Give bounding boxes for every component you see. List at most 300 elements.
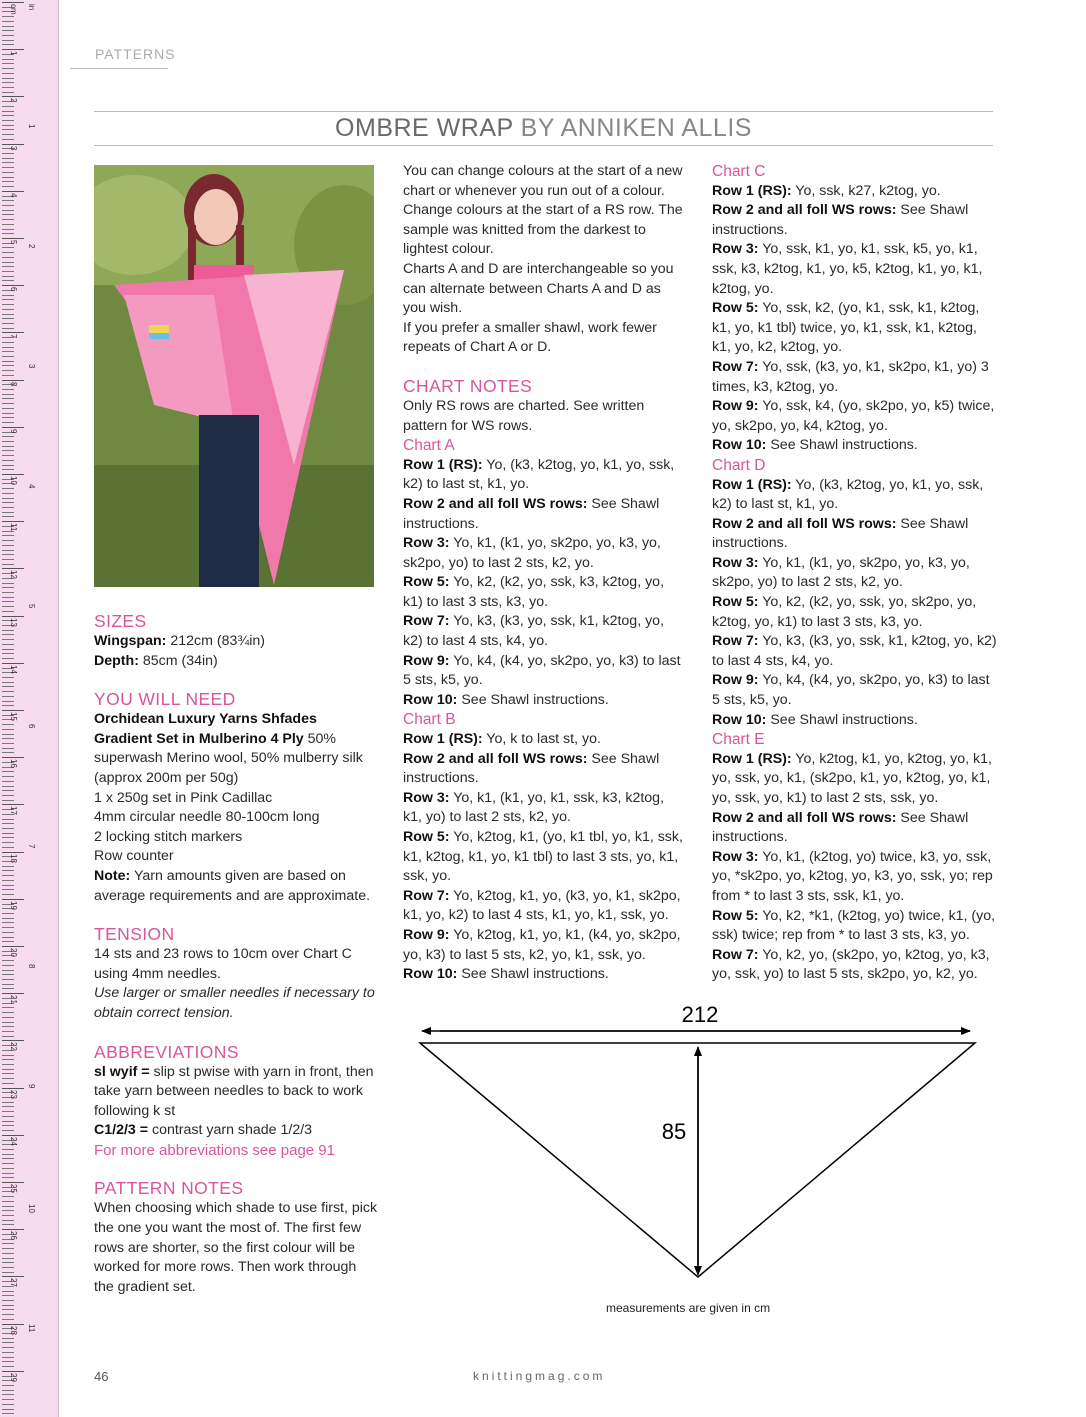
- ruler-in-label: 1: [27, 124, 36, 129]
- ruler-tick: [2, 1158, 14, 1159]
- chart-row: [712, 593, 997, 632]
- ruler-tick: [2, 266, 14, 267]
- ruler-in-label: 3: [27, 364, 36, 369]
- ruler-tick: [2, 351, 14, 352]
- ruler-in-label: 11: [27, 1324, 36, 1333]
- ruler-tick: [2, 460, 14, 461]
- ruler-in-label: 7: [27, 844, 36, 849]
- ruler-tick: [2, 1319, 14, 1320]
- wrap-photo: [94, 165, 374, 587]
- abbrev-def: contrast yarn shade 1/2/3: [148, 1122, 313, 1139]
- chart-c-heading: Chart C: [712, 163, 766, 180]
- row-text: Yo, k3, (k3, yo, ssk, k1, k2tog, yo, k2) to last 4 sts, k4, yo.: [712, 633, 997, 669]
- ruler-in-label: 9: [27, 1084, 36, 1089]
- ruler-tick: [2, 724, 14, 725]
- ruler-tick: [2, 554, 14, 555]
- ruler-tick: [2, 611, 14, 612]
- ruler-tick: [2, 299, 14, 300]
- ruler-tick: [2, 1106, 14, 1107]
- ruler-tick: [2, 1022, 14, 1023]
- row-label: Row 5:: [712, 300, 759, 317]
- tension-heading: TENSION: [94, 924, 175, 945]
- ruler-tick: [2, 960, 14, 961]
- ruler-tick: [2, 125, 14, 126]
- ruler-tick: [2, 1154, 14, 1155]
- row-text: Yo, k1, (k1, yo, k1, ssk, k3, k2tog, k1, yo) to last 2 sts, k2, yo.: [403, 789, 665, 826]
- ruler-tick: [2, 1073, 14, 1074]
- ruler-tick: [2, 262, 14, 263]
- need-item: 1 x 250g set in Pink Cadillac: [94, 789, 273, 806]
- chart-row: [403, 887, 685, 926]
- ruler-tick: [2, 16, 14, 17]
- row-text: Yo, k2, *k1, (k2tog, yo) twice, k1, (yo, ssk) twice; rep from * to last 3 sts, k3, yo.: [712, 907, 996, 944]
- ruler-tick: [2, 913, 14, 914]
- row-text: See Shawl instructions.: [712, 202, 969, 238]
- chart-row: [403, 612, 685, 651]
- ruler-tick: [2, 82, 14, 83]
- ruler-tick: [2, 1121, 14, 1122]
- ruler-tick: [2, 634, 14, 635]
- ruler-tick: [2, 1220, 14, 1221]
- ruler-tick: [2, 1338, 14, 1339]
- chart-e-heading: Chart E: [712, 731, 765, 749]
- ruler-tick: [2, 870, 14, 871]
- ruler-tick: [2, 1064, 14, 1065]
- ruler-tick: [2, 885, 14, 886]
- chart-row: [712, 436, 997, 456]
- chart-b-heading: Chart B: [403, 711, 456, 729]
- row-label: Row 5:: [712, 907, 759, 924]
- photo-illustration: [94, 165, 374, 587]
- ruler-tick: [2, 1111, 14, 1112]
- ruler-tick: [2, 1352, 14, 1353]
- ruler-tick: [2, 1371, 24, 1372]
- ruler-tick: [2, 323, 14, 324]
- row-label: Row 3:: [712, 848, 759, 865]
- page-number: 46: [94, 1369, 109, 1384]
- ruler-tick: [2, 328, 14, 329]
- ruler-tick: [2, 1291, 14, 1292]
- ruler-tick: [2, 1083, 14, 1084]
- ruler-tick: [2, 587, 14, 588]
- chart-row: [403, 495, 685, 534]
- ruler-tick: [2, 1324, 24, 1325]
- ruler-cm-label: 26: [9, 1231, 18, 1241]
- ruler-tick: [2, 823, 14, 824]
- row-text: See Shawl instructions.: [457, 691, 609, 708]
- chart-row: [712, 182, 997, 202]
- ruler-tick: [2, 743, 14, 744]
- ruler-tick: [2, 422, 14, 423]
- ruler-tick: [2, 852, 24, 853]
- chart-row: [403, 926, 685, 965]
- chart-row: [403, 750, 685, 789]
- abbrev-def: slip st pwise with yarn in front, then take yarn between needles to back to work following k st: [94, 1063, 374, 1119]
- ruler-tick: [2, 304, 14, 305]
- ruler-tick: [2, 833, 14, 834]
- ruler-tick: [2, 752, 14, 753]
- ruler-tick: [2, 894, 14, 895]
- ruler-tick: [2, 1168, 14, 1169]
- ruler-cm-label: 6: [9, 287, 18, 292]
- ruler-cm-label: 5: [9, 240, 18, 245]
- row-label: Row 7:: [403, 613, 450, 630]
- ruler-tick: [2, 1262, 14, 1263]
- ruler-tick: [2, 1007, 14, 1008]
- ruler-tick: [2, 1182, 24, 1183]
- ruler-tick: [2, 219, 14, 220]
- ruler: [0, 0, 59, 1417]
- ruler-cm-label: 21: [9, 995, 18, 1005]
- ruler-tick: [2, 875, 14, 876]
- row-label: Row 5:: [712, 594, 759, 611]
- yarn-desc: 50% superwash Merino wool, 50% mulberry silk (approx 200m per 50g): [94, 730, 363, 786]
- more-abbreviations-link[interactable]: For more abbreviations see page 91: [94, 1141, 335, 1159]
- row-label: Row 5:: [403, 574, 450, 591]
- ruler-tick: [2, 540, 14, 541]
- ruler-tick: [2, 1201, 14, 1202]
- row-text: Yo, k1, (k2tog, yo) twice, k3, yo, ssk, yo, *sk2po, yo, k2tog, yo, k3, yo, ssk, yo; rep from * to last 3 sts, ssk, k1, yo.: [712, 848, 993, 904]
- ruler-tick: [2, 474, 24, 475]
- ruler-cm-label: 25: [9, 1184, 18, 1193]
- ruler-tick: [2, 1173, 14, 1174]
- row-text: Yo, ssk, (k3, yo, k1, sk2po, k1, yo) 3 times, k3, k2tog, yo.: [712, 358, 989, 395]
- ruler-cm-label: 14: [9, 664, 18, 674]
- ruler-cm-label: 15: [9, 712, 18, 721]
- ruler-tick: [2, 186, 14, 187]
- row-text: See Shawl instructions.: [766, 711, 918, 728]
- chart-d: [712, 456, 997, 730]
- ruler-tick: [2, 1125, 14, 1126]
- row-text: See Shawl instructions.: [712, 809, 969, 846]
- row-label: Row 9:: [403, 652, 450, 669]
- ruler-cm-label: 7: [9, 334, 18, 339]
- row-text: Yo, k2, yo, (sk2po, yo, k2tog, yo, k3, yo, ssk, yo) to last 5 sts, sk2po, yo, k2, yo.: [712, 946, 990, 983]
- column-middle: [403, 162, 685, 985]
- row-label: Row 10:: [712, 711, 767, 728]
- ruler-tick: [2, 2, 24, 3]
- ruler-tick: [2, 469, 14, 470]
- chart-row: [712, 476, 997, 515]
- row-text: Yo, k3, (k3, yo, ssk, k1, k2tog, yo, k2) to last 4 sts, k4, yo.: [403, 613, 665, 650]
- ruler-tick: [2, 139, 14, 140]
- pattern-notes-heading: PATTERN NOTES: [94, 1178, 244, 1199]
- chart-row: [403, 534, 685, 573]
- chart-row: [712, 809, 997, 848]
- ruler-tick: [2, 1404, 14, 1405]
- ruler-tick: [2, 550, 14, 551]
- chart-row: [403, 652, 685, 691]
- ruler-tick: [2, 545, 14, 546]
- row-text: Yo, k2tog, k1, yo, (k3, yo, k1, sk2po, k1, yo, k2) to last 4 sts, k1, yo, k1, ssk, yo.: [403, 887, 681, 924]
- ruler-tick: [2, 535, 14, 536]
- ruler-tick: [2, 1366, 14, 1367]
- ruler-tick: [2, 1031, 14, 1032]
- ruler-tick: [2, 1163, 14, 1164]
- need-item: 2 locking stitch markers: [94, 828, 243, 845]
- ruler-in-label: 10: [27, 1204, 36, 1213]
- ruler-tick: [2, 233, 14, 234]
- row-label: Row 7:: [403, 887, 450, 904]
- chart-row: [712, 946, 997, 985]
- row-text: Yo, k2tog, k1, (yo, k1 tbl, yo, k1, ssk, k1, k2tog, k1, yo, k1 tbl) to last 3 sts, yo, k1, ssk, yo.: [403, 829, 683, 885]
- ruler-cm-label: 2: [9, 98, 18, 103]
- ruler-tick: [2, 1102, 14, 1103]
- row-text: Yo, k2, (k2, yo, ssk, yo, sk2po, yo, k2tog, yo, k1) to last 3 sts, k3, yo.: [712, 594, 977, 630]
- you-will-need-heading: YOU WILL NEED: [94, 689, 236, 710]
- ruler-cm-label: 10: [9, 476, 18, 485]
- chart-b: [403, 710, 685, 984]
- ruler-tick: [2, 1300, 14, 1301]
- ruler-tick: [2, 158, 14, 159]
- abbrev-contrast: [94, 1121, 379, 1141]
- ruler-cm-label: 19: [9, 900, 18, 910]
- ruler-tick: [2, 427, 24, 428]
- row-label: Row 3:: [712, 554, 759, 571]
- ruler-cm-label: 11: [9, 523, 18, 532]
- ruler-tick: [2, 1357, 14, 1358]
- ruler-tick: [2, 771, 14, 772]
- chart-row: [403, 828, 685, 887]
- title-rule-top: [94, 111, 993, 112]
- website-footer[interactable]: knittingmag.com: [473, 1369, 606, 1383]
- ruler-tick: [2, 129, 14, 130]
- row-text: Yo, k1, (k1, yo, sk2po, yo, k3, yo, sk2po, yo) to last 2 sts, k2, yo.: [712, 554, 970, 591]
- row-text: Yo, k4, (k4, yo, sk2po, yo, k3) to last 5 sts, k5, yo.: [712, 672, 990, 709]
- column-left: [94, 610, 379, 1297]
- ruler-tick: [2, 677, 14, 678]
- chart-row: [712, 299, 997, 358]
- chart-row: [403, 573, 685, 612]
- ruler-tick: [2, 1059, 14, 1060]
- title-author: BY ANNIKEN ALLIS: [520, 114, 752, 142]
- ruler-tick: [2, 1078, 14, 1079]
- ruler-cm-label: 3: [9, 145, 18, 151]
- ruler-tick: [2, 342, 14, 343]
- ruler-cm-label: 29: [9, 1372, 18, 1382]
- width-label: 212: [681, 1002, 719, 1027]
- row-label: Row 3:: [403, 535, 450, 552]
- chart-row: [712, 750, 997, 809]
- title-main: OMBRE WRAP: [335, 114, 514, 142]
- ruler-tick: [2, 644, 14, 645]
- pattern-note-3: Charts A and D are interchangeable so you can alternate between Charts A and D as you wish.: [403, 260, 674, 317]
- ruler-tick: [2, 115, 14, 116]
- chart-c: [712, 162, 997, 456]
- depth-value: 85cm (34in): [138, 652, 218, 669]
- column-right: [712, 162, 997, 985]
- title-rule-bottom: [94, 145, 993, 146]
- ruler-tick: [2, 134, 14, 135]
- ruler-tick: [2, 1295, 14, 1296]
- ruler-tick: [2, 361, 14, 362]
- ruler-tick: [2, 663, 24, 664]
- ruler-tick: [2, 436, 14, 437]
- ruler-tick: [2, 1243, 14, 1244]
- ruler-tick: [2, 828, 14, 829]
- ruler-tick: [2, 280, 14, 281]
- ruler-tick: [2, 1026, 14, 1027]
- ruler-tick: [2, 729, 14, 730]
- diagram-caption: measurements are given in cm: [606, 1301, 771, 1315]
- depth-label: Depth:: [94, 652, 139, 669]
- ruler-tick: [2, 1409, 14, 1410]
- ruler-tick: [2, 398, 14, 399]
- ruler-tick: [2, 649, 14, 650]
- ruler-tick: [2, 583, 14, 584]
- shawl-schematic: [410, 995, 990, 1295]
- ruler-cm-label: 18: [9, 853, 18, 863]
- ruler-tick: [2, 705, 14, 706]
- ruler-in-label: in: [27, 4, 36, 11]
- ruler-tick: [2, 592, 14, 593]
- ruler-tick: [2, 1399, 14, 1400]
- chart-row: [712, 632, 997, 671]
- ruler-cm-label: 27: [9, 1278, 18, 1288]
- ruler-tick: [2, 172, 14, 173]
- pattern-note-4: If you prefer a smaller shawl, work fewer repeats of Chart A or D.: [403, 319, 657, 356]
- ruler-tick: [2, 1206, 14, 1207]
- ruler-tick: [2, 1017, 14, 1018]
- ruler-tick: [2, 606, 14, 607]
- ruler-tick: [2, 257, 14, 258]
- ruler-tick: [2, 30, 14, 31]
- ruler-tick: [2, 937, 14, 938]
- chart-a-heading: Chart A: [403, 437, 455, 455]
- ruler-tick: [2, 1224, 14, 1225]
- ruler-tick: [2, 1215, 14, 1216]
- ruler-tick: [2, 417, 14, 418]
- ruler-tick: [2, 984, 14, 985]
- ruler-tick: [2, 181, 14, 182]
- row-label: Row 2 and all foll WS rows:: [403, 495, 588, 512]
- section-divider: [70, 68, 168, 69]
- note-label: Note:: [94, 867, 131, 884]
- ruler-tick: [2, 1149, 14, 1150]
- ruler-tick: [2, 394, 14, 395]
- ruler-tick: [2, 1385, 14, 1386]
- pattern-note-2: You can change colours at the start of a new chart or whenever you run out of a colour. Change colours at the start of a RS row. The sample was knitted from the darkest to lightest colour.: [403, 163, 683, 258]
- tension-italic: Use larger or smaller needles if necessary to obtain correct tension.: [94, 985, 375, 1021]
- ruler-tick: [2, 691, 14, 692]
- ruler-tick: [2, 63, 14, 64]
- ruler-tick: [2, 44, 14, 45]
- pattern-note-1: When choosing which shade to use first, pick the one you want the most of. The first few rows are shorter, so the first colour will be worked for more rows. Then work through the gradient set.: [94, 1200, 378, 1295]
- ruler-tick: [2, 210, 14, 211]
- ruler-tick: [2, 177, 14, 178]
- ruler-cm-label: 24: [9, 1136, 18, 1146]
- ruler-cm-label: 9: [9, 428, 18, 434]
- ruler-tick: [2, 701, 14, 702]
- ruler-tick: [2, 932, 14, 933]
- ruler-tick: [2, 616, 24, 617]
- row-label: Row 2 and all foll WS rows:: [403, 750, 588, 767]
- ruler-tick: [2, 35, 14, 36]
- ruler-tick: [2, 974, 14, 975]
- row-label: Row 1 (RS):: [403, 731, 483, 748]
- chart-d-heading: Chart D: [712, 456, 766, 474]
- chart-row: [712, 711, 997, 731]
- ruler-tick: [2, 682, 14, 683]
- ruler-tick: [2, 1314, 14, 1315]
- ruler-tick: [2, 389, 14, 390]
- row-text: Yo, k4, (k4, yo, sk2po, yo, k3) to last 5 sts, k5, yo.: [403, 652, 681, 689]
- ruler-tick: [2, 314, 14, 315]
- ruler-tick: [2, 205, 14, 206]
- ruler-tick: [2, 1088, 24, 1089]
- ruler-cm-label: 8: [9, 381, 18, 387]
- tension-text: 14 sts and 23 rows to 10cm over Chart C using 4mm needles.: [94, 946, 352, 982]
- ruler-tick: [2, 309, 14, 310]
- row-text: Yo, k2tog, k1, yo, k2tog, yo, k1, yo, ssk, yo, k1, (sk2po, k1, yo, k2tog, yo, k1, yo, ssk, yo, k1) to last 2 sts, ssk, yo.: [712, 750, 992, 806]
- ruler-tick: [2, 1267, 14, 1268]
- ruler-tick: [2, 498, 14, 499]
- ruler-tick: [2, 455, 14, 456]
- ruler-tick: [2, 507, 14, 508]
- ruler-tick: [2, 1248, 14, 1249]
- ruler-tick: [2, 847, 14, 848]
- ruler-tick: [2, 1347, 14, 1348]
- ruler-tick: [2, 1177, 14, 1178]
- ruler-tick: [2, 564, 14, 565]
- ruler-tick: [2, 68, 14, 69]
- ruler-tick: [2, 1036, 14, 1037]
- ruler-tick: [2, 502, 14, 503]
- chart-row: [712, 848, 997, 907]
- ruler-tick: [2, 738, 14, 739]
- ruler-tick: [2, 1390, 14, 1391]
- ruler-cm-label: 20: [9, 948, 18, 957]
- row-text: Yo, (k3, k2tog, yo, k1, yo, ssk, k2) to last st, k1, yo.: [712, 476, 984, 513]
- ruler-tick: [2, 866, 14, 867]
- chart-row: [712, 358, 997, 397]
- chart-row: [403, 456, 685, 495]
- ruler-tick: [2, 1309, 14, 1310]
- page-title: [94, 114, 993, 143]
- ruler-tick: [2, 191, 24, 192]
- ruler-tick: [2, 1413, 14, 1414]
- ruler-tick: [2, 837, 14, 838]
- chart-e: [712, 730, 997, 985]
- chart-row: [403, 789, 685, 828]
- row-label: Row 9:: [403, 926, 450, 943]
- ruler-tick: [2, 408, 14, 409]
- chart-row: [403, 691, 685, 711]
- ruler-tick: [2, 224, 14, 225]
- ruler-tick: [2, 318, 14, 319]
- ruler-tick: [2, 1258, 14, 1259]
- ruler-cm-label: 1: [9, 51, 18, 56]
- row-text: Yo, ssk, k1, yo, k1, ssk, k5, yo, k1, ssk, k3, k2tog, k1, yo, k5, k2tog, k1, yo, k1, k2tog, yo.: [712, 241, 983, 297]
- ruler-tick: [2, 1116, 14, 1117]
- ruler-tick: [2, 1253, 14, 1254]
- row-text: See Shawl instructions.: [403, 495, 660, 532]
- need-item: Row counter: [94, 848, 174, 865]
- ruler-tick: [2, 144, 24, 145]
- ruler-tick: [2, 965, 14, 966]
- chart-row: [403, 730, 685, 750]
- row-label: Row 2 and all foll WS rows:: [712, 202, 897, 219]
- row-label: Row 10:: [403, 691, 458, 708]
- row-text: Yo, k1, (k1, yo, sk2po, yo, k3, yo, sk2po, yo) to last 2 sts, k2, yo.: [403, 535, 661, 571]
- ruler-tick: [2, 87, 14, 88]
- ruler-tick: [2, 1272, 14, 1273]
- ruler-tick: [2, 686, 14, 687]
- ruler-tick: [2, 167, 14, 168]
- ruler-tick: [2, 446, 14, 447]
- ruler-tick: [2, 842, 14, 843]
- ruler-tick: [2, 1394, 14, 1395]
